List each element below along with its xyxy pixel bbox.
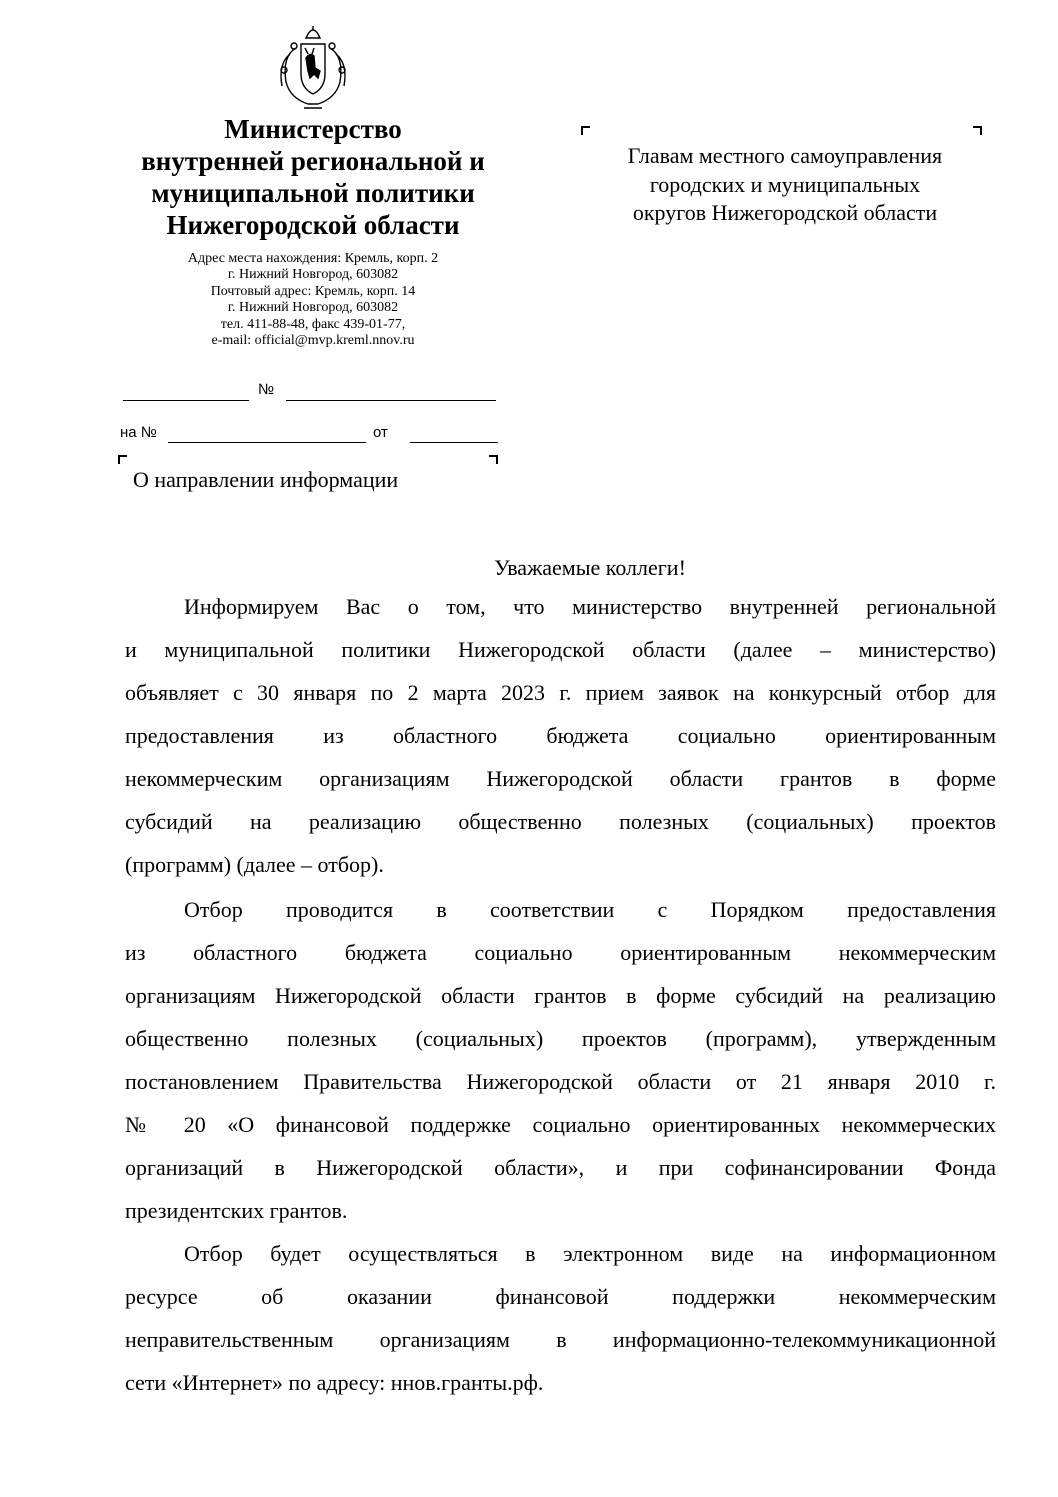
organization-title [108, 113, 518, 241]
contact-line: г. Нижний Новгород, 603082 [227, 267, 399, 283]
contact-line: Адрес места нахождения: Кремль, корп. 2 [187, 251, 439, 266]
addressee-corner-mark-left [581, 126, 590, 135]
paragraph-line: и муниципальной политики Нижегородской области (далее – министерство) [125, 637, 996, 662]
paragraph-line: № 20 «О финансовой поддержке социально ориентированных некоммерческих [125, 1112, 996, 1137]
addressee-line: городских и муниципальных [649, 171, 921, 197]
addressee-line: Главам местного самоуправления [627, 143, 943, 168]
contact-line: e-mail: official@mvp.kreml.nnov.ru [211, 333, 415, 349]
reply-number-blank-line [168, 442, 366, 443]
reply-date-blank-line [410, 442, 498, 443]
contact-line: Почтовый адрес: Кремль, корп. 14 [210, 283, 416, 299]
number-label: № [258, 381, 275, 398]
paragraph-line: Информируем Вас о том, что министерство внутренней региональной [184, 594, 996, 619]
paragraph-line: организаций в Нижегородской области», и при софинансировании Фонда [125, 1155, 996, 1180]
paragraph-line: субсидий на реализацию общественно полезных (социальных) проектов [125, 809, 996, 834]
subject-corner-mark-left [118, 455, 127, 464]
contact-line: тел. 411-88-48, факс 439-01-77, [220, 316, 406, 332]
paragraph-line: сети «Интернет» по адресу: ннов.гранты.рф. [125, 1370, 544, 1395]
coat-of-arms-emblem [268, 26, 358, 112]
paragraph-line: ресурсе об оказании финансовой поддержки некоммерческим [125, 1284, 996, 1309]
addressee-corner-mark-right [973, 126, 982, 135]
organization-title-line: Нижегородской области [166, 210, 460, 240]
paragraph-line: Отбор проводится в соответствии с Порядком предоставления [184, 897, 996, 922]
reply-date-label: от [373, 424, 388, 441]
paragraph-line: из областного бюджета социально ориентированным некоммерческим [125, 940, 996, 965]
body-paragraph [125, 585, 996, 886]
addressee-block [590, 142, 980, 228]
subject-corner-mark-right [489, 455, 498, 464]
paragraph-line: Отбор будет осуществляться в электронном виде на информационном [184, 1241, 996, 1266]
paragraph-line: (программ) (далее – отбор). [125, 852, 384, 877]
paragraph-line: предоставления из областного бюджета социально ориентированным [125, 723, 996, 748]
greeting: Уважаемые коллеги! [494, 555, 686, 580]
paragraph-line: президентских грантов. [125, 1198, 348, 1223]
organization-contacts [108, 251, 518, 349]
body-paragraph [125, 888, 996, 1232]
paragraph-line: некоммерческим организациям Нижегородской области грантов в форме [125, 766, 996, 791]
date-blank-line [123, 400, 249, 401]
organization-title-line: муниципальной политики [151, 178, 475, 208]
organization-title-line: Министерство [224, 114, 402, 144]
number-blank-line [286, 400, 496, 401]
reply-number-label: на № [120, 424, 157, 441]
paragraph-line: общественно полезных (социальных) проектов (программ), утвержденным [125, 1026, 996, 1051]
paragraph-line: неправительственным организациям в информационно-телекоммуникационной [125, 1327, 996, 1352]
subject-line: О направлении информации [133, 467, 399, 492]
contact-line: г. Нижний Новгород, 603082 [227, 300, 399, 316]
paragraph-line: организациям Нижегородской области грантов в форме субсидий на реализацию [125, 983, 996, 1008]
paragraph-line: объявляет с 30 января по 2 марта 2023 г. прием заявок на конкурсный отбор для [125, 680, 996, 705]
organization-title-line: внутренней региональной и [141, 146, 485, 176]
body-paragraph [125, 1232, 996, 1404]
paragraph-line: постановлением Правительства Нижегородской области от 21 января 2010 г. [125, 1069, 996, 1094]
addressee-line: округов Нижегородской области [632, 200, 938, 225]
